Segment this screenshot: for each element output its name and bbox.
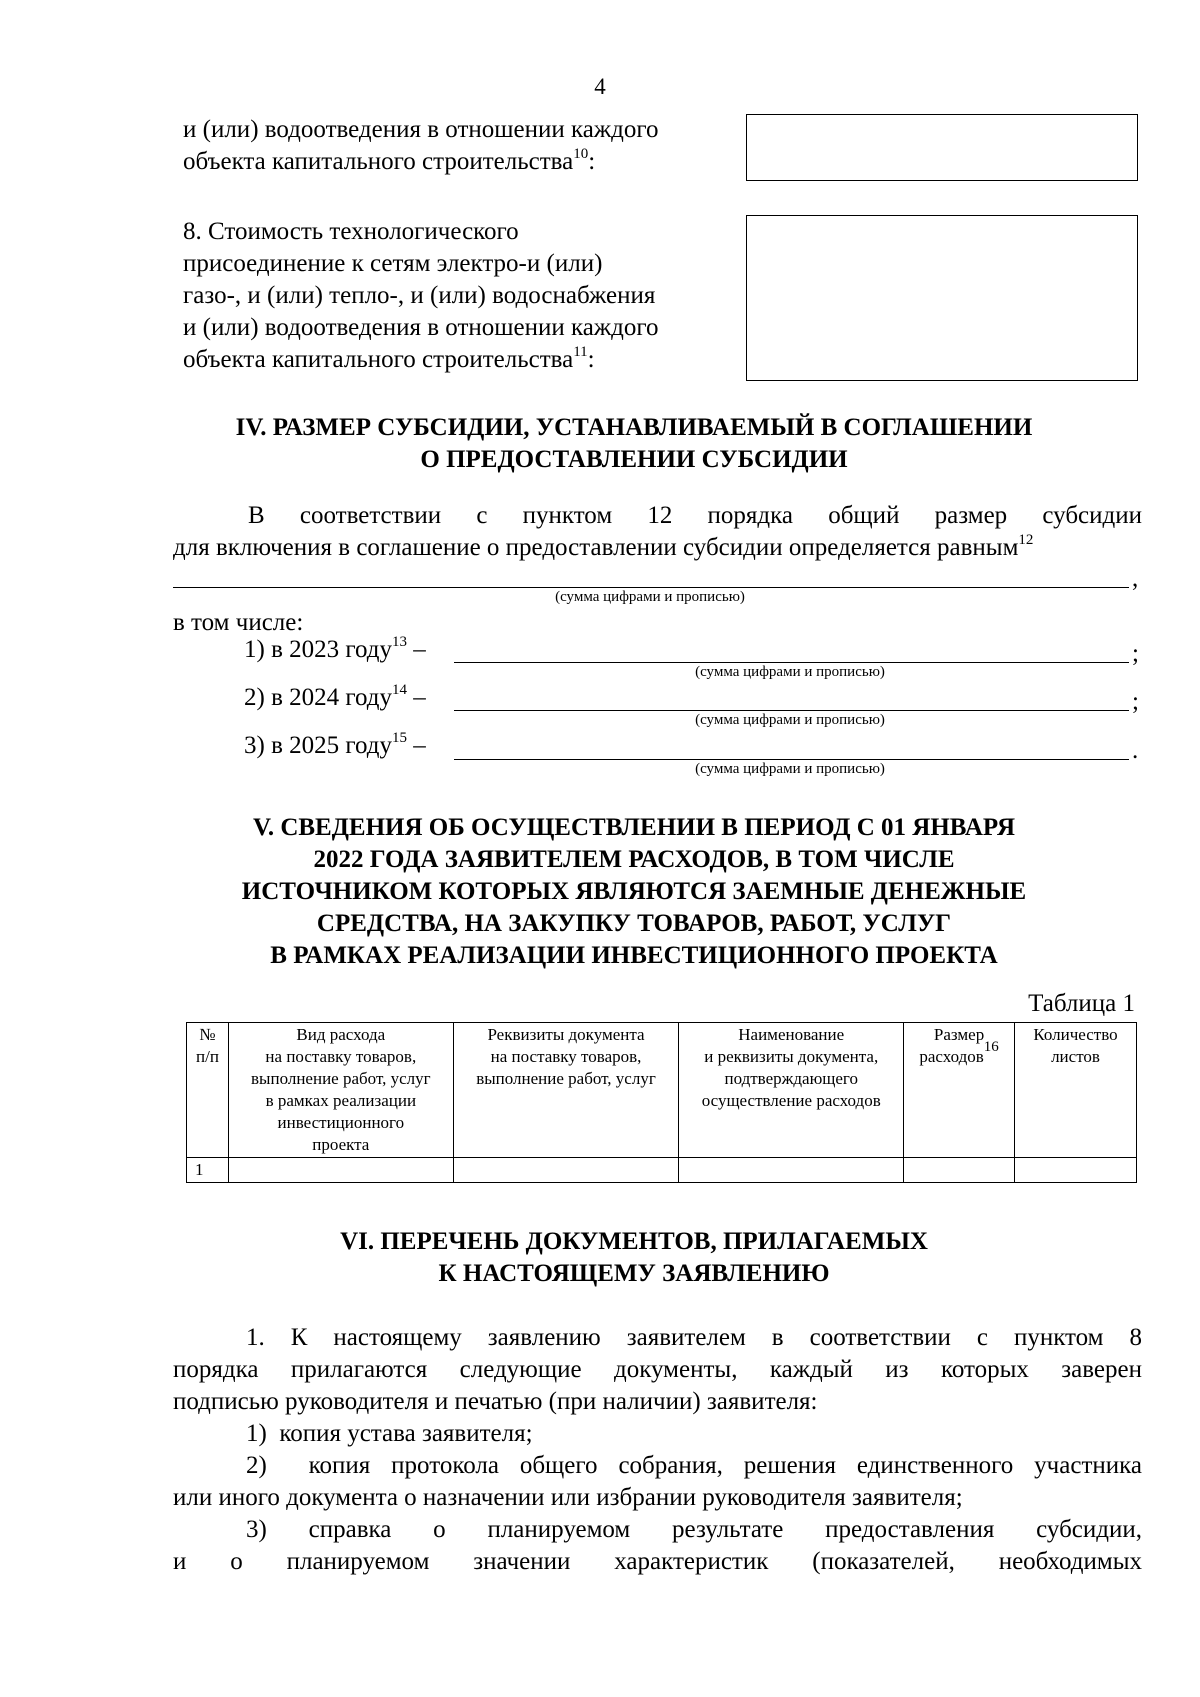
field-8-line-1: 8. Стоимость технологического: [183, 218, 519, 245]
table-cell[interactable]: [1015, 1158, 1137, 1183]
doc-item-1: 1) копия устава заявителя;: [246, 1420, 533, 1447]
header-confirming-document: Наименование и реквизиты документа, подтверждающего осуществление расходов: [679, 1023, 904, 1158]
header-expense-type: Вид расхода на поставку товаров, выполнение работ, услуг в рамках реализации инвестиционного проекта: [228, 1023, 453, 1158]
field-7-line-2: объекта капитального строительства$^{10}$:: [183, 146, 596, 175]
footnote-14: 14: [392, 682, 408, 698]
field-7-label: [183, 114, 743, 178]
header-number: № п/п: [187, 1023, 229, 1158]
header-sheet-count: Количество листов: [1015, 1023, 1137, 1158]
field-8-line-4: и (или) водоотведения в отношении каждого: [183, 314, 659, 341]
section-4-title: IV. РАЗМЕР СУБСИДИИ, УСТАНАВЛИВАЕМЫЙ В СОГЛАШЕНИИ О ПРЕДОСТАВЛЕНИИ СУБСИДИИ: [235, 414, 1033, 473]
footnote-11: 11: [573, 344, 588, 360]
including-label: в том числе:: [173, 609, 304, 636]
table-cell[interactable]: [904, 1158, 1015, 1183]
table-cell[interactable]: [679, 1158, 904, 1183]
field-8-line-3: газо-, и (или) тепло-, и (или) водоснабжения: [183, 282, 656, 309]
header-document-details: Реквизиты документа на поставку товаров, выполнение работ, услуг: [453, 1023, 679, 1158]
footnote-15: 15: [392, 730, 408, 746]
field-8-label: [183, 216, 743, 376]
field-7-line-1: и (или) водоотведения в отношении каждого: [183, 116, 659, 143]
doc-item-3-line-2: и о планируемом значении характеристик (показателей, необходимых: [173, 1548, 1142, 1575]
footnote-12: 12: [1018, 532, 1034, 548]
doc-item-2-line-1: 2) копия протокола общего собрания, решения единственного участника: [246, 1452, 1142, 1479]
year-2025-caption: (сумма цифрами и прописью): [695, 761, 885, 777]
doc-item-3-line-1: 3) справка о планируемом результате предоставления субсидии,: [246, 1516, 1142, 1543]
table-header-row: [187, 1023, 1137, 1158]
footnote-16: 16: [983, 1039, 999, 1055]
year-2024-caption: (сумма цифрами и прописью): [695, 712, 885, 728]
footnote-10: 10: [573, 146, 589, 162]
field-8-line-2: присоединение к сетям электро-и (или): [183, 250, 603, 277]
table-cell[interactable]: [228, 1158, 453, 1183]
year-2024-label: 2) в 2024 году$^{14}$ –: [244, 682, 426, 711]
section-6-p1-line-2: порядка прилагаются следующие документы, каждый из которых заверен: [173, 1356, 1142, 1383]
table-row: [187, 1158, 1137, 1183]
section-6-title: VI. ПЕРЕЧЕНЬ ДОКУМЕНТОВ, ПРИЛАГАЕМЫХ К НАСТОЯЩЕМУ ЗАЯВЛЕНИЮ: [340, 1228, 928, 1287]
year-2025-amount-line[interactable]: [454, 759, 1129, 760]
year-2023-end: ;: [1132, 640, 1139, 667]
year-2024-end: ;: [1132, 688, 1139, 715]
year-2023-label: 1) в 2023 году$^{13}$ –: [244, 634, 426, 663]
total-amount-end: ,: [1132, 565, 1139, 592]
total-amount-line[interactable]: [173, 587, 1129, 588]
section-6-p1-line-1: 1. К настоящему заявлению заявителем в соответствии с пунктом 8: [246, 1324, 1142, 1351]
section-4-para-line-2: для включения в соглашение о предоставлении субсидии определяется равным$^{12}$: [173, 532, 1034, 561]
year-2025-label: 3) в 2025 году$^{15}$ –: [244, 730, 426, 759]
section-5-title: V. СВЕДЕНИЯ ОБ ОСУЩЕСТВЛЕНИИ В ПЕРИОД С 01 ЯНВАРЯ 2022 ГОДА ЗАЯВИТЕЛЕМ РАСХОДОВ, В ТОМ ЧИСЛЕ ИСТОЧНИКОМ КОТОРЫХ ЯВЛЯЮТСЯ ЗАЕМНЫЕ ДЕНЕЖНЫЕ СРЕДСТВА, НА ЗАКУПКУ ТОВАРОВ, РАБОТ, УСЛУГ В РАМКАХ РЕАЛИЗАЦИИ ИНВЕСТИЦИОННОГО ПРОЕКТА: [241, 814, 1027, 969]
expenses-table: [186, 1022, 1137, 1183]
year-2025-end: .: [1132, 737, 1139, 764]
page-number: 4: [594, 74, 606, 99]
total-amount-caption: (сумма цифрами и прописью): [555, 589, 745, 605]
year-2023-caption: (сумма цифрами и прописью): [695, 664, 885, 680]
year-2024-amount-line[interactable]: [454, 710, 1129, 711]
field-8-line-5: объекта капитального строительства$^{11}$:: [183, 344, 595, 373]
section-6-p1-line-3: подписью руководителя и печатью (при наличии) заявителя:: [173, 1388, 818, 1415]
field-7-input-box[interactable]: [746, 114, 1138, 181]
year-2023-amount-line[interactable]: [454, 662, 1129, 663]
header-expense-size: Размер расходов$^{16}$: [904, 1023, 1015, 1158]
table-1-label: Таблица 1: [1028, 990, 1135, 1017]
table-cell: 1: [187, 1158, 229, 1183]
doc-item-2-line-2: или иного документа о назначении или избрании руководителя заявителя;: [173, 1484, 963, 1511]
field-8-input-box[interactable]: [746, 215, 1138, 381]
section-4-para-line-1: В соответствии с пунктом 12 порядка общий размер субсидии: [248, 502, 1142, 529]
footnote-13: 13: [392, 634, 408, 650]
table-cell[interactable]: [453, 1158, 679, 1183]
